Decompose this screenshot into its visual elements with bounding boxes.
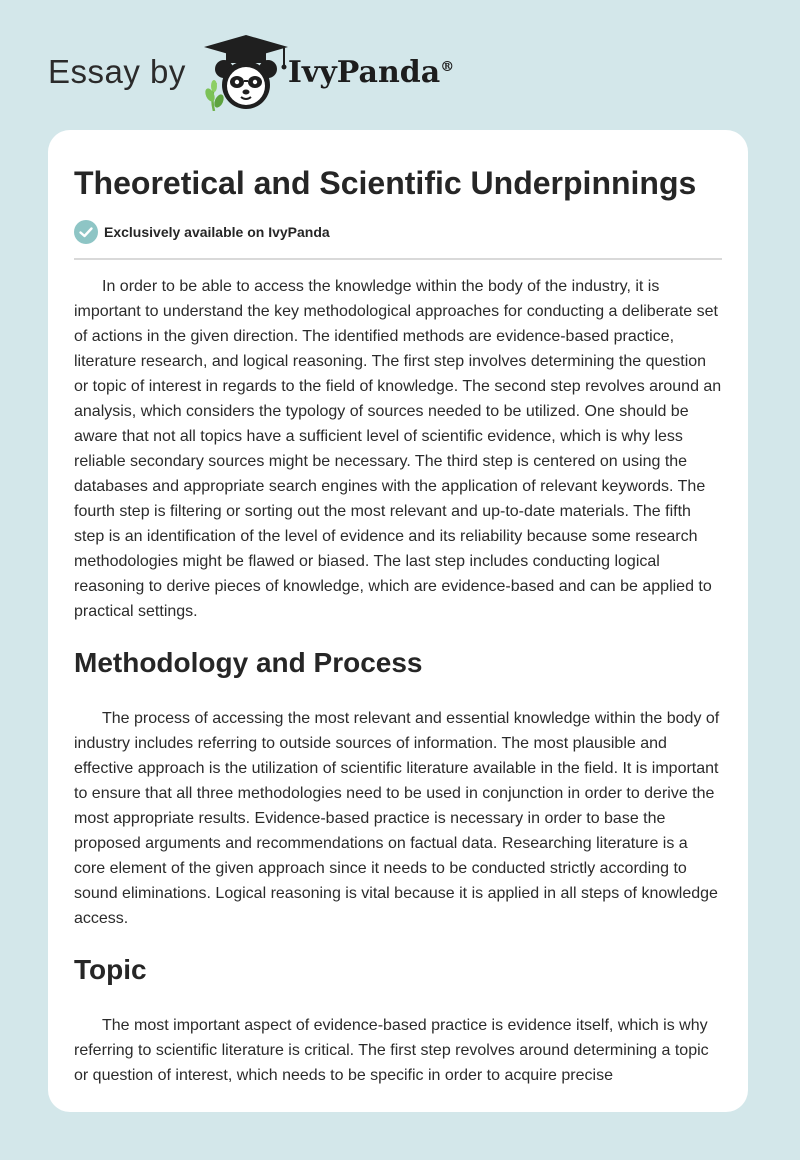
check-circle-icon	[74, 220, 98, 244]
paragraph-topic: The most important aspect of evidence-based practice is evidence itself, which is why referring to scientific literature is critical. The first step revolves around determining a topic or question of interest, which needs to be specific in order to acquire precise	[74, 1016, 709, 1084]
registered-mark: ®	[440, 58, 455, 75]
exclusive-badge	[74, 220, 722, 260]
paragraph-methodology: The process of accessing the most relevant and essential knowledge within the body of industry includes referring to outside sources of information. The most plausible and effective approach is the utilization of scientific literature available in the field. It is important to ensure that all three methodologies need to be used in conjunction in order to derive the most appropriate results. Evidence-based practice is necessary in order to base the proposed arguments and recommendations on factual data. Researching literature is a core element of the given approach since it needs to be conducted strictly according to sound eliminations. Logical reasoning is vital because it is applied in all steps of knowledge access.	[74, 709, 720, 927]
brand-header[interactable]	[48, 34, 454, 110]
essay-title: Theoretical and Scientific Underpinnings	[74, 165, 697, 201]
brand-prefix: Essay by	[48, 53, 186, 90]
brand-name	[288, 55, 454, 90]
section-heading-methodology: Methodology and Process	[74, 647, 423, 679]
panda-graduate-icon	[200, 33, 292, 111]
exclusive-label: Exclusively available on IvyPanda	[104, 224, 330, 241]
paragraph-intro: In order to be able to access the knowledge within the body of the industry, it is important to understand the key methodological approaches for conducting a deliberate set of actions in the given direction. The identified methods are evidence-based practice, literature research, and logical reasoning. The first step involves determining the question or topic of interest in regards to the field of knowledge. The second step revolves around an analysis, which considers the typology of sources needed to be utilized. One should be aware that not all topics have a sufficient level of scientific evidence, which is why less reliable secondary sources might be necessary. The third step is centered on using the databases and appropriate search engines with the application of relevant keywords. The fourth step is filtering or sorting out the most relevant and up-to-date materials. The fifth step is an identification of the level of evidence and its reliability because some research methodologies might be flawed or biased. The last step includes conducting logical reasoning to derive pieces of knowledge, which are evidence-based and can be applied to practical settings.	[74, 278, 722, 621]
essay-card	[48, 130, 748, 1112]
brand-name-text: IvyPanda	[287, 54, 441, 90]
section-heading-topic: Topic	[74, 953, 147, 985]
